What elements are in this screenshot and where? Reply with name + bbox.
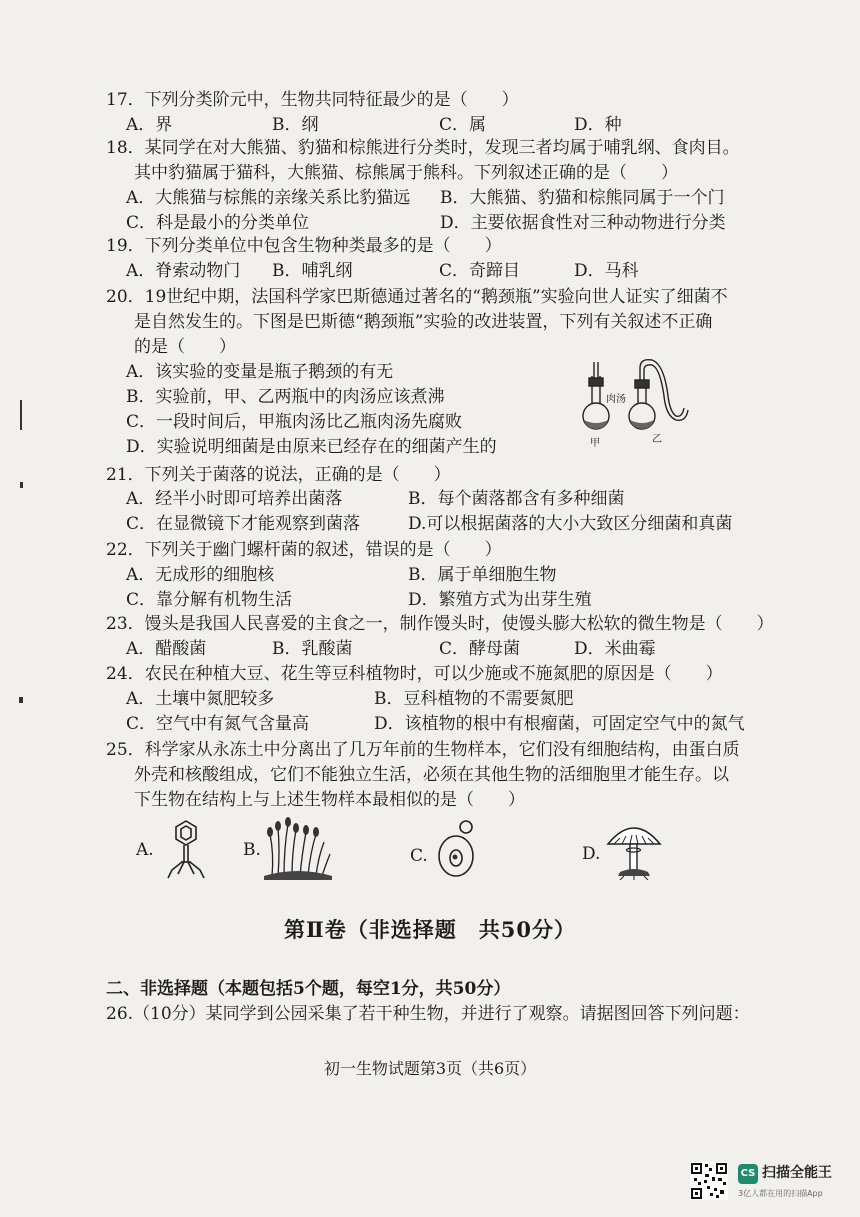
scanner-watermark xyxy=(690,1160,850,1206)
question-stem: 外壳和核酸组成，它们不能独立生活，必须在其他生物的活细胞里才能生存。以 xyxy=(134,765,729,785)
qr-code-icon xyxy=(690,1162,728,1200)
option-a: A．大熊猫与棕熊的亲缘关系比豹猫远 xyxy=(126,188,411,208)
option-a: A．醋酸菌 xyxy=(126,639,207,659)
options-17 xyxy=(106,113,756,138)
option-c: C．靠分解有机物生活 xyxy=(126,590,293,610)
broth-label: 肉汤 xyxy=(606,394,626,405)
option-c: C．一段时间后，甲瓶肉汤比乙瓶肉汤先腐败 xyxy=(126,412,463,432)
yeast-cell-icon xyxy=(434,818,482,880)
question-stem: 20．19世纪中期，法国科学家巴斯德通过著名的“鹅颈瓶”实验向世人证实了细菌不 xyxy=(106,287,728,307)
section-title: 第Ⅱ卷（非选择题 共50分） xyxy=(284,917,576,942)
option-a: A．界 xyxy=(126,115,173,135)
option-d: D．实验说明细菌是由原来已经存在的细菌产生的 xyxy=(126,437,497,457)
question-17 xyxy=(106,88,756,113)
option-c: C. xyxy=(410,846,428,866)
question-18 xyxy=(106,136,756,186)
cs-logo: CS xyxy=(738,1164,758,1184)
options-22 xyxy=(106,563,756,613)
option-c: C．属 xyxy=(439,115,487,135)
option-d: D．马科 xyxy=(574,261,639,281)
bacteriophage-icon xyxy=(164,818,208,880)
option-a: A. xyxy=(136,840,154,860)
moss-icon xyxy=(262,814,334,880)
options-20 xyxy=(106,360,566,460)
option-b: B．纲 xyxy=(272,115,319,135)
options-21 xyxy=(106,487,756,537)
option-c: C．奇蹄目 xyxy=(439,261,521,281)
part-title: 二、非选择题（本题包括5个题，每空1分，共50分） xyxy=(106,979,511,999)
option-c: C．酵母菌 xyxy=(439,639,521,659)
options-24 xyxy=(106,687,756,737)
option-d: D．该植物的根中有根瘤菌，可固定空气中的氮气 xyxy=(374,714,745,734)
question-stem: 是自然发生的。下图是巴斯德“鹅颈瓶”实验的改进装置，下列有关叙述不正确 xyxy=(134,312,713,332)
option-c: C．科是最小的分类单位 xyxy=(126,213,310,233)
option-a: A．土壤中氮肥较多 xyxy=(126,689,275,709)
broth-yi xyxy=(630,420,654,429)
question-19 xyxy=(106,234,756,259)
swan-neck-flask-figure xyxy=(572,356,702,452)
flask-yi-label: 乙 xyxy=(652,434,662,445)
option-b: B．乳酸菌 xyxy=(272,639,353,659)
question-stem: 22．下列关于幽门螺杆菌的叙述，错误的是（ ） xyxy=(106,540,502,560)
option-a: A．该实验的变量是瓶子鹅颈的有无 xyxy=(126,362,394,382)
question-stem: 24．农民在种植大豆、花生等豆科植物时，可以少施或不施氮肥的原因是（ ） xyxy=(106,664,723,684)
question-23 xyxy=(106,612,774,637)
question-22 xyxy=(106,538,756,563)
margin-mark xyxy=(19,697,23,703)
option-b: B．豆科植物的不需要氮肥 xyxy=(374,689,574,709)
question-stem: 下生物在结构上与上述生物样本最相似的是（ ） xyxy=(134,790,525,810)
option-d: D. xyxy=(582,844,601,864)
option-a: A．经半小时即可培养出菌落 xyxy=(126,489,343,509)
question-stem: 的是（ ） xyxy=(134,337,236,357)
page-footer: 初一生物试题第3页（共6页） xyxy=(323,1059,537,1078)
option-b: B．实验前，甲、乙两瓶中的肉汤应该煮沸 xyxy=(126,387,445,407)
option-c: C．在显微镜下才能观察到菌落 xyxy=(126,514,361,534)
option-b: B．哺乳纲 xyxy=(272,261,353,281)
question-21 xyxy=(106,463,756,488)
scanner-app-name: 扫描全能王 xyxy=(762,1165,832,1181)
mushroom-icon xyxy=(604,818,664,880)
question-stem: 19．下列分类单位中包含生物种类最多的是（ ） xyxy=(106,236,502,256)
option-d: D．主要依据食性对三种动物进行分类 xyxy=(440,213,726,233)
option-a: A．脊索动物门 xyxy=(126,261,241,281)
question-20 xyxy=(106,285,756,360)
option-d: D．米曲霉 xyxy=(574,639,656,659)
question-24 xyxy=(106,662,756,687)
option-c: C．空气中有氮气含量高 xyxy=(126,714,310,734)
option-d: D．繁殖方式为出芽生殖 xyxy=(408,590,592,610)
scanner-app-tagline: 3亿人都在用的扫描App xyxy=(738,1189,823,1198)
question-stem: 17．下列分类阶元中，生物共同特征最少的是（ ） xyxy=(106,90,519,110)
option-d: D．种 xyxy=(574,115,622,135)
question-stem: 25．科学家从永冻土中分离出了几万年前的生物样本，它们没有细胞结构，由蛋白质 xyxy=(106,740,740,760)
options-23 xyxy=(106,637,756,662)
options-18 xyxy=(106,186,756,236)
question-stem: 21．下列关于菌落的说法，正确的是（ ） xyxy=(106,465,451,485)
margin-mark xyxy=(20,482,23,488)
option-b: B．每个菌落都含有多种细菌 xyxy=(408,489,625,509)
option-b: B. xyxy=(243,840,261,860)
option-b: B．大熊猫、豹猫和棕熊同属于一个门 xyxy=(440,188,725,208)
question-stem: 其中豹猫属于猫科，大熊猫、棕熊属于熊科。下列叙述正确的是（ ） xyxy=(134,163,678,183)
broth-jia xyxy=(584,420,608,429)
option-b: B．属于单细胞生物 xyxy=(408,565,557,585)
question-stem: 18．某同学在对大熊猫、豹猫和棕熊进行分类时，发现三者均属于哺乳纲、食肉目。 xyxy=(106,138,740,158)
flask-yi xyxy=(629,360,688,429)
question-stem: 23．馒头是我国人民喜爱的主食之一，制作馒头时，使馒头膨大松软的微生物是（ ） xyxy=(106,614,774,634)
question-25 xyxy=(106,738,756,813)
question-26: 26.（10分）某同学到公园采集了若干种生物，并进行了观察。请据图回答下列问题： xyxy=(106,1004,750,1024)
option-a: A．无成形的细胞核 xyxy=(126,565,275,585)
option-d: D.可以根据菌落的大小大致区分细菌和真菌 xyxy=(408,514,733,534)
margin-mark xyxy=(20,400,22,430)
flask-jia-label: 甲 xyxy=(590,438,600,449)
options-19 xyxy=(106,259,756,284)
